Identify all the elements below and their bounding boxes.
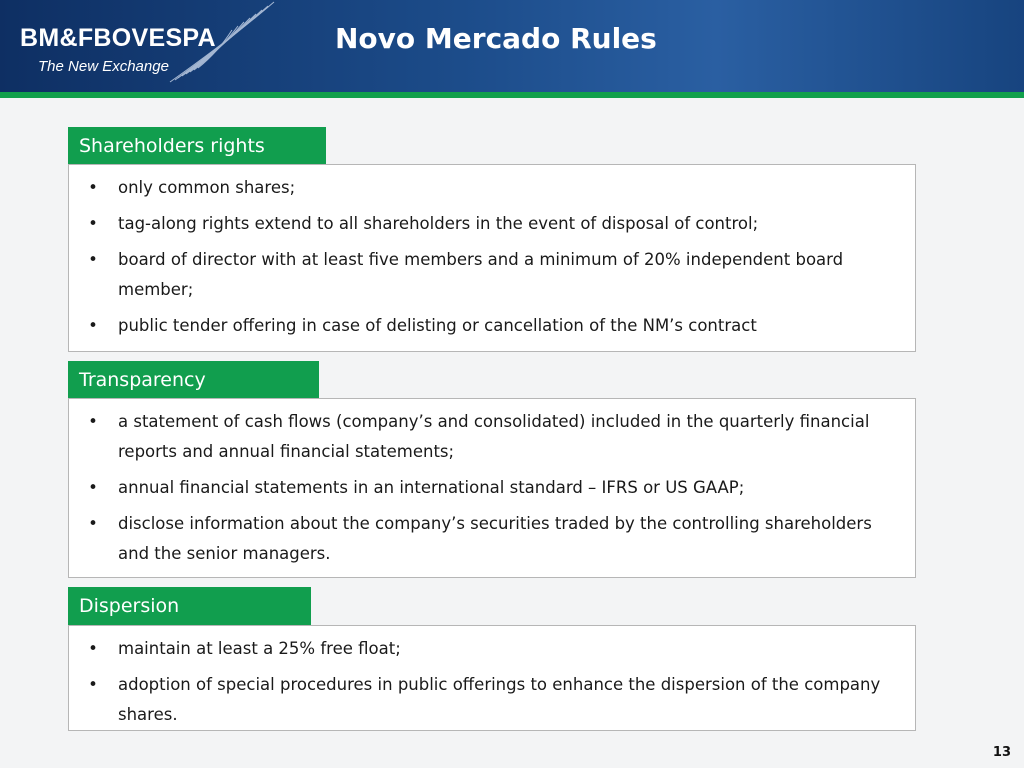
header-divider [0,92,1024,98]
bullet-icon: • [88,675,98,694]
list-item-text: only common shares; [118,178,296,197]
section-tab-dispersion [68,587,311,625]
list-item [83,209,899,239]
page-title: Novo Mercado Rules [335,22,657,55]
logo-tagline: The New Exchange [38,58,169,75]
list-item [83,509,899,569]
list-item [83,670,899,730]
bullet-icon: • [88,478,98,497]
section-box-dispersion [68,625,916,731]
list-item [83,173,899,203]
section-title: Shareholders rights [79,135,265,157]
section-box-transparency [68,398,916,578]
logo-wordmark: BM&FBOVESPA [20,24,216,52]
list-item-text: public tender offering in case of delisting or cancellation of the NM’s contract [118,316,757,335]
bullet-icon: • [88,316,98,335]
list-item-text: maintain at least a 25% free float; [118,639,401,658]
bullet-icon: • [88,514,98,533]
section-tab-shareholders-rights [68,127,326,165]
bullet-icon: • [88,178,98,197]
slide-header [0,0,1024,92]
list-item-text: a statement of cash flows (company’s and consolidated) included in the quarterly financial reports and annual financial statements; [118,412,870,461]
bullet-icon: • [88,412,98,431]
list-item-text: tag-along rights extend to all shareholders in the event of disposal of control; [118,214,759,233]
list-item [83,634,899,664]
list-item [83,245,899,305]
section-box-shareholders-rights [68,164,916,352]
list-item-text: disclose information about the company’s securities traded by the controlling shareholders and the senior managers. [118,514,872,563]
list-item-text: adoption of special procedures in public offerings to enhance the dispersion of the company shares. [118,675,881,724]
list-item [83,407,899,467]
bullet-icon: • [88,639,98,658]
list-item-text: board of director with at least five members and a minimum of 20% independent board member; [118,250,844,299]
bullet-icon: • [88,214,98,233]
section-title: Dispersion [79,595,180,617]
section-tab-transparency [68,361,319,399]
page-number: 13 [992,745,1011,760]
section-title: Transparency [79,369,206,391]
list-item-text: annual financial statements in an international standard – IFRS or US GAAP; [118,478,745,497]
bullet-icon: • [88,250,98,269]
list-item [83,311,899,341]
list-item [83,473,899,503]
